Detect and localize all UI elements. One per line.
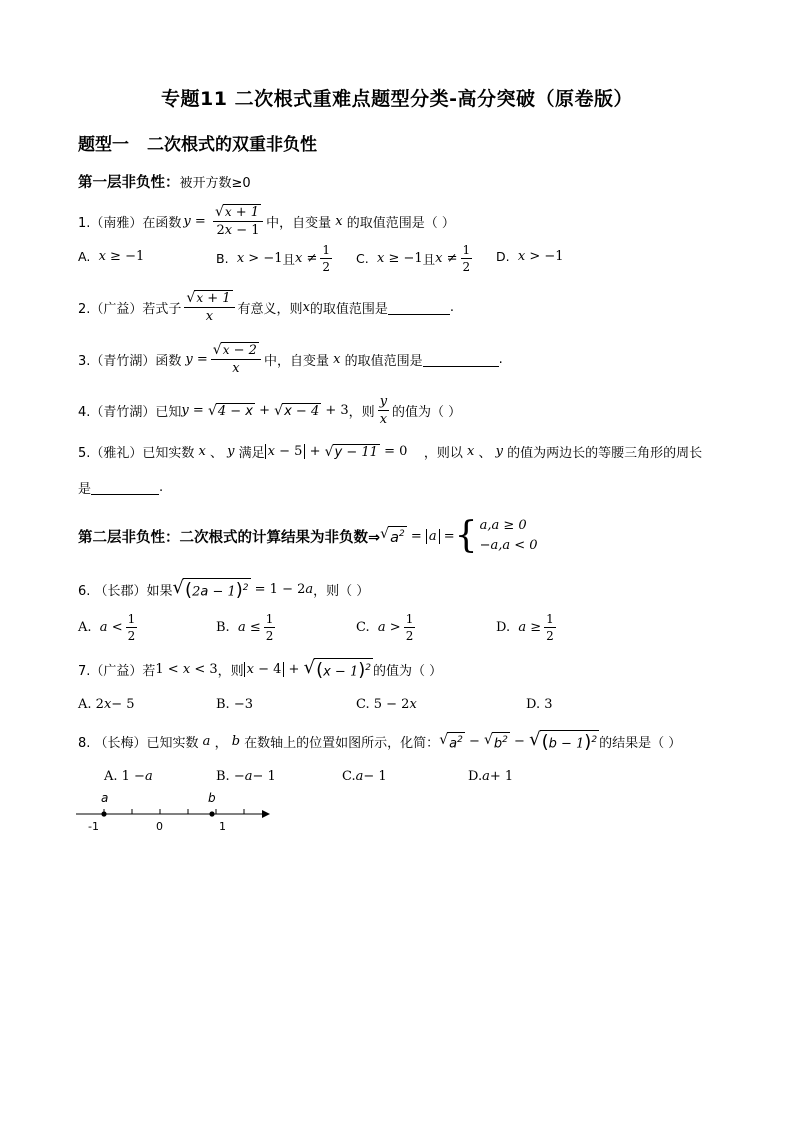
q8-stem-b: ，: [214, 736, 228, 752]
level1-heading: [78, 171, 251, 192]
q1-option-c[interactable]: C. x ≥ −1 且 x ≠ $\frac{1}{2}$: [356, 243, 471, 274]
question-8: 8. （长梅）已知实数 a ， b 在数轴上的位置如图所示，化简： √ $a^2$ − √ $b^2$ − √ $(b - 1)^2$ 的结果是（ ）: [78, 729, 682, 753]
q5-answer-blank[interactable]: [91, 480, 159, 495]
q1-fraction: √ x + 1 2x − 1: [213, 204, 263, 238]
question-5: 5.（雅礼）已知实数 x 、 y 满足 x − 5 + √ y − 11 = 0 ，则以 x 、 y 的值为两边长的等腰三角形的周长: [78, 443, 703, 461]
q4-stem-b: ，则: [348, 405, 375, 420]
q2-stem-b: 有意义，则: [237, 301, 303, 317]
q5-line2: 是: [78, 482, 92, 497]
tick-label-0: 0: [156, 820, 163, 833]
q1-option-b-label: B.: [216, 251, 229, 266]
page-title: 专题11 二次根式重难点题型分类-高分突破（原卷版）: [161, 88, 633, 110]
q1-and-c: 且: [422, 251, 436, 267]
point-b-label: b: [208, 791, 216, 805]
q8-stem-d: 的结果是（ ）: [599, 736, 682, 752]
q7-option-b[interactable]: B. −3: [216, 697, 253, 712]
q5-end: .: [159, 480, 164, 495]
tick-label-1: 1: [219, 820, 226, 833]
q1-option-c-label: C.: [356, 251, 369, 266]
point-a-dot: [101, 811, 106, 816]
level1-desc: 被开方数≥0: [179, 176, 251, 191]
q8-option-c[interactable]: C. a − 1: [342, 769, 387, 784]
q8-option-d[interactable]: D. a + 1: [468, 769, 514, 784]
q2-answer-blank[interactable]: [388, 300, 450, 315]
section-name: 二次根式的双重非负性: [147, 135, 317, 155]
q6-stem-b: ，则（ ）: [313, 584, 370, 600]
question-1: 1.（南雅）在函数 y = √ x + 1 2x − 1 中，自变量 x 的取值范围是（ ）: [78, 204, 455, 238]
point-a-label: a: [101, 791, 109, 805]
q8-option-b[interactable]: B. − a − 1: [216, 769, 276, 784]
q5-stem-c: 满足: [238, 446, 265, 461]
q8-stem: 8. （长梅）已知实数: [78, 736, 199, 752]
q2-stem-c: 的取值范围是: [309, 301, 388, 317]
section-heading: [78, 130, 317, 155]
question-2: 2.（广益）若式子 √ x + 1 x 有意义，则 x 的取值范围是 .: [78, 290, 455, 324]
tick-label-neg1: -1: [88, 820, 99, 833]
q6-stem: 6. （长郡）如果: [78, 584, 173, 600]
q7-option-c[interactable]: C. 5 − 2 x: [356, 697, 417, 712]
q3-end: .: [498, 351, 503, 367]
q6-option-d[interactable]: D. a ≥ $\frac{1}{2}$: [496, 612, 554, 643]
level2-heading: 第二层非负性：二次根式的计算结果为非负数⇒ √ $a^2$ = a = { a,a ≥ 0 −a,a < 0: [78, 515, 538, 556]
q2-end: .: [449, 299, 455, 315]
q3-answer-blank[interactable]: [423, 352, 499, 367]
q1-option-b[interactable]: B. x > −1 且 x ≠ $\frac{1}{2}$: [216, 243, 331, 274]
section-label: 题型一: [78, 135, 129, 155]
q3-stem: 3.（青竹湖）函数: [78, 353, 182, 369]
q1-option-a-label: A.: [78, 249, 91, 264]
q6-option-a[interactable]: A. a < $\frac{1}{2}$: [78, 612, 136, 643]
q1-stem-b: 中，自变量: [266, 215, 332, 231]
q5-stem: 5.（雅礼）已知实数: [78, 446, 195, 461]
q5-stem-b: 、: [210, 446, 224, 461]
q7-stem: 7.（广益）若: [78, 664, 156, 680]
question-6: 6. （长郡）如果 √ $(2a - 1)^2$ = 1 − 2 a ，则（ ）: [78, 577, 370, 601]
q5-stem-d: ，则以: [423, 446, 463, 461]
q1-stem-c: 的取值范围是（ ）: [346, 215, 455, 231]
q7-stem-b: ，则: [217, 664, 244, 680]
q1-option-a[interactable]: A. x ≥ −1: [78, 249, 145, 264]
q2-stem: 2.（广益）若式子: [78, 301, 182, 317]
question-4: 4.（青竹湖）已知 y = √ 4 − x + √ x − 4 + 3 ，则 $\frac{y}{x}$ 的值为（ ）: [78, 394, 462, 427]
q4-stem-c: 的值为（ ）: [392, 405, 462, 420]
q8-stem-c: 在数轴上的位置如图所示，化简：: [244, 736, 440, 752]
q5-stem-f: 的值为两边长的等腰三角形的周长: [507, 446, 703, 461]
level1-label: 第一层非负性：: [78, 175, 180, 191]
q7-option-a[interactable]: A. 2 x − 5: [78, 697, 135, 712]
q1-option-d[interactable]: D. x > −1: [496, 249, 564, 264]
q5-stem-e: 、: [478, 446, 492, 461]
level2-label: 第二层非负性：二次根式的计算结果为非负数⇒: [78, 529, 381, 546]
number-line-figure: [70, 788, 280, 838]
question-5-line-2: [78, 478, 163, 497]
piecewise-brace: { a,a ≥ 0 −a,a < 0: [454, 515, 538, 556]
q8-option-a[interactable]: A. 1 − a: [104, 769, 153, 784]
q1-and-b: 且: [282, 251, 296, 267]
q6-option-b[interactable]: B. a ≤ $\frac{1}{2}$: [216, 612, 274, 643]
q3-stem-b: 中，自变量: [263, 353, 329, 369]
q1-stem: 1.（南雅）在函数: [78, 215, 182, 231]
question-7: 7.（广益）若 1 < x < 3 ，则 x − 4 + √ $(x - 1)^2$ 的值为（ ）: [78, 657, 443, 681]
q7-stem-c: 的值为（ ）: [373, 664, 443, 680]
q7-option-d[interactable]: D. 3: [526, 697, 553, 712]
question-3: 3.（青竹湖）函数 y = √ x − 2 x 中，自变量 x 的取值范围是 .: [78, 342, 503, 376]
point-b-dot: [209, 811, 214, 816]
q1-option-d-label: D.: [496, 249, 510, 264]
q3-stem-c: 的取值范围是: [344, 353, 423, 369]
number-line-arrow: [262, 810, 270, 818]
q6-option-c[interactable]: C. a > $\frac{1}{2}$: [356, 612, 414, 643]
q4-stem: 4.（青竹湖）已知: [78, 405, 182, 420]
